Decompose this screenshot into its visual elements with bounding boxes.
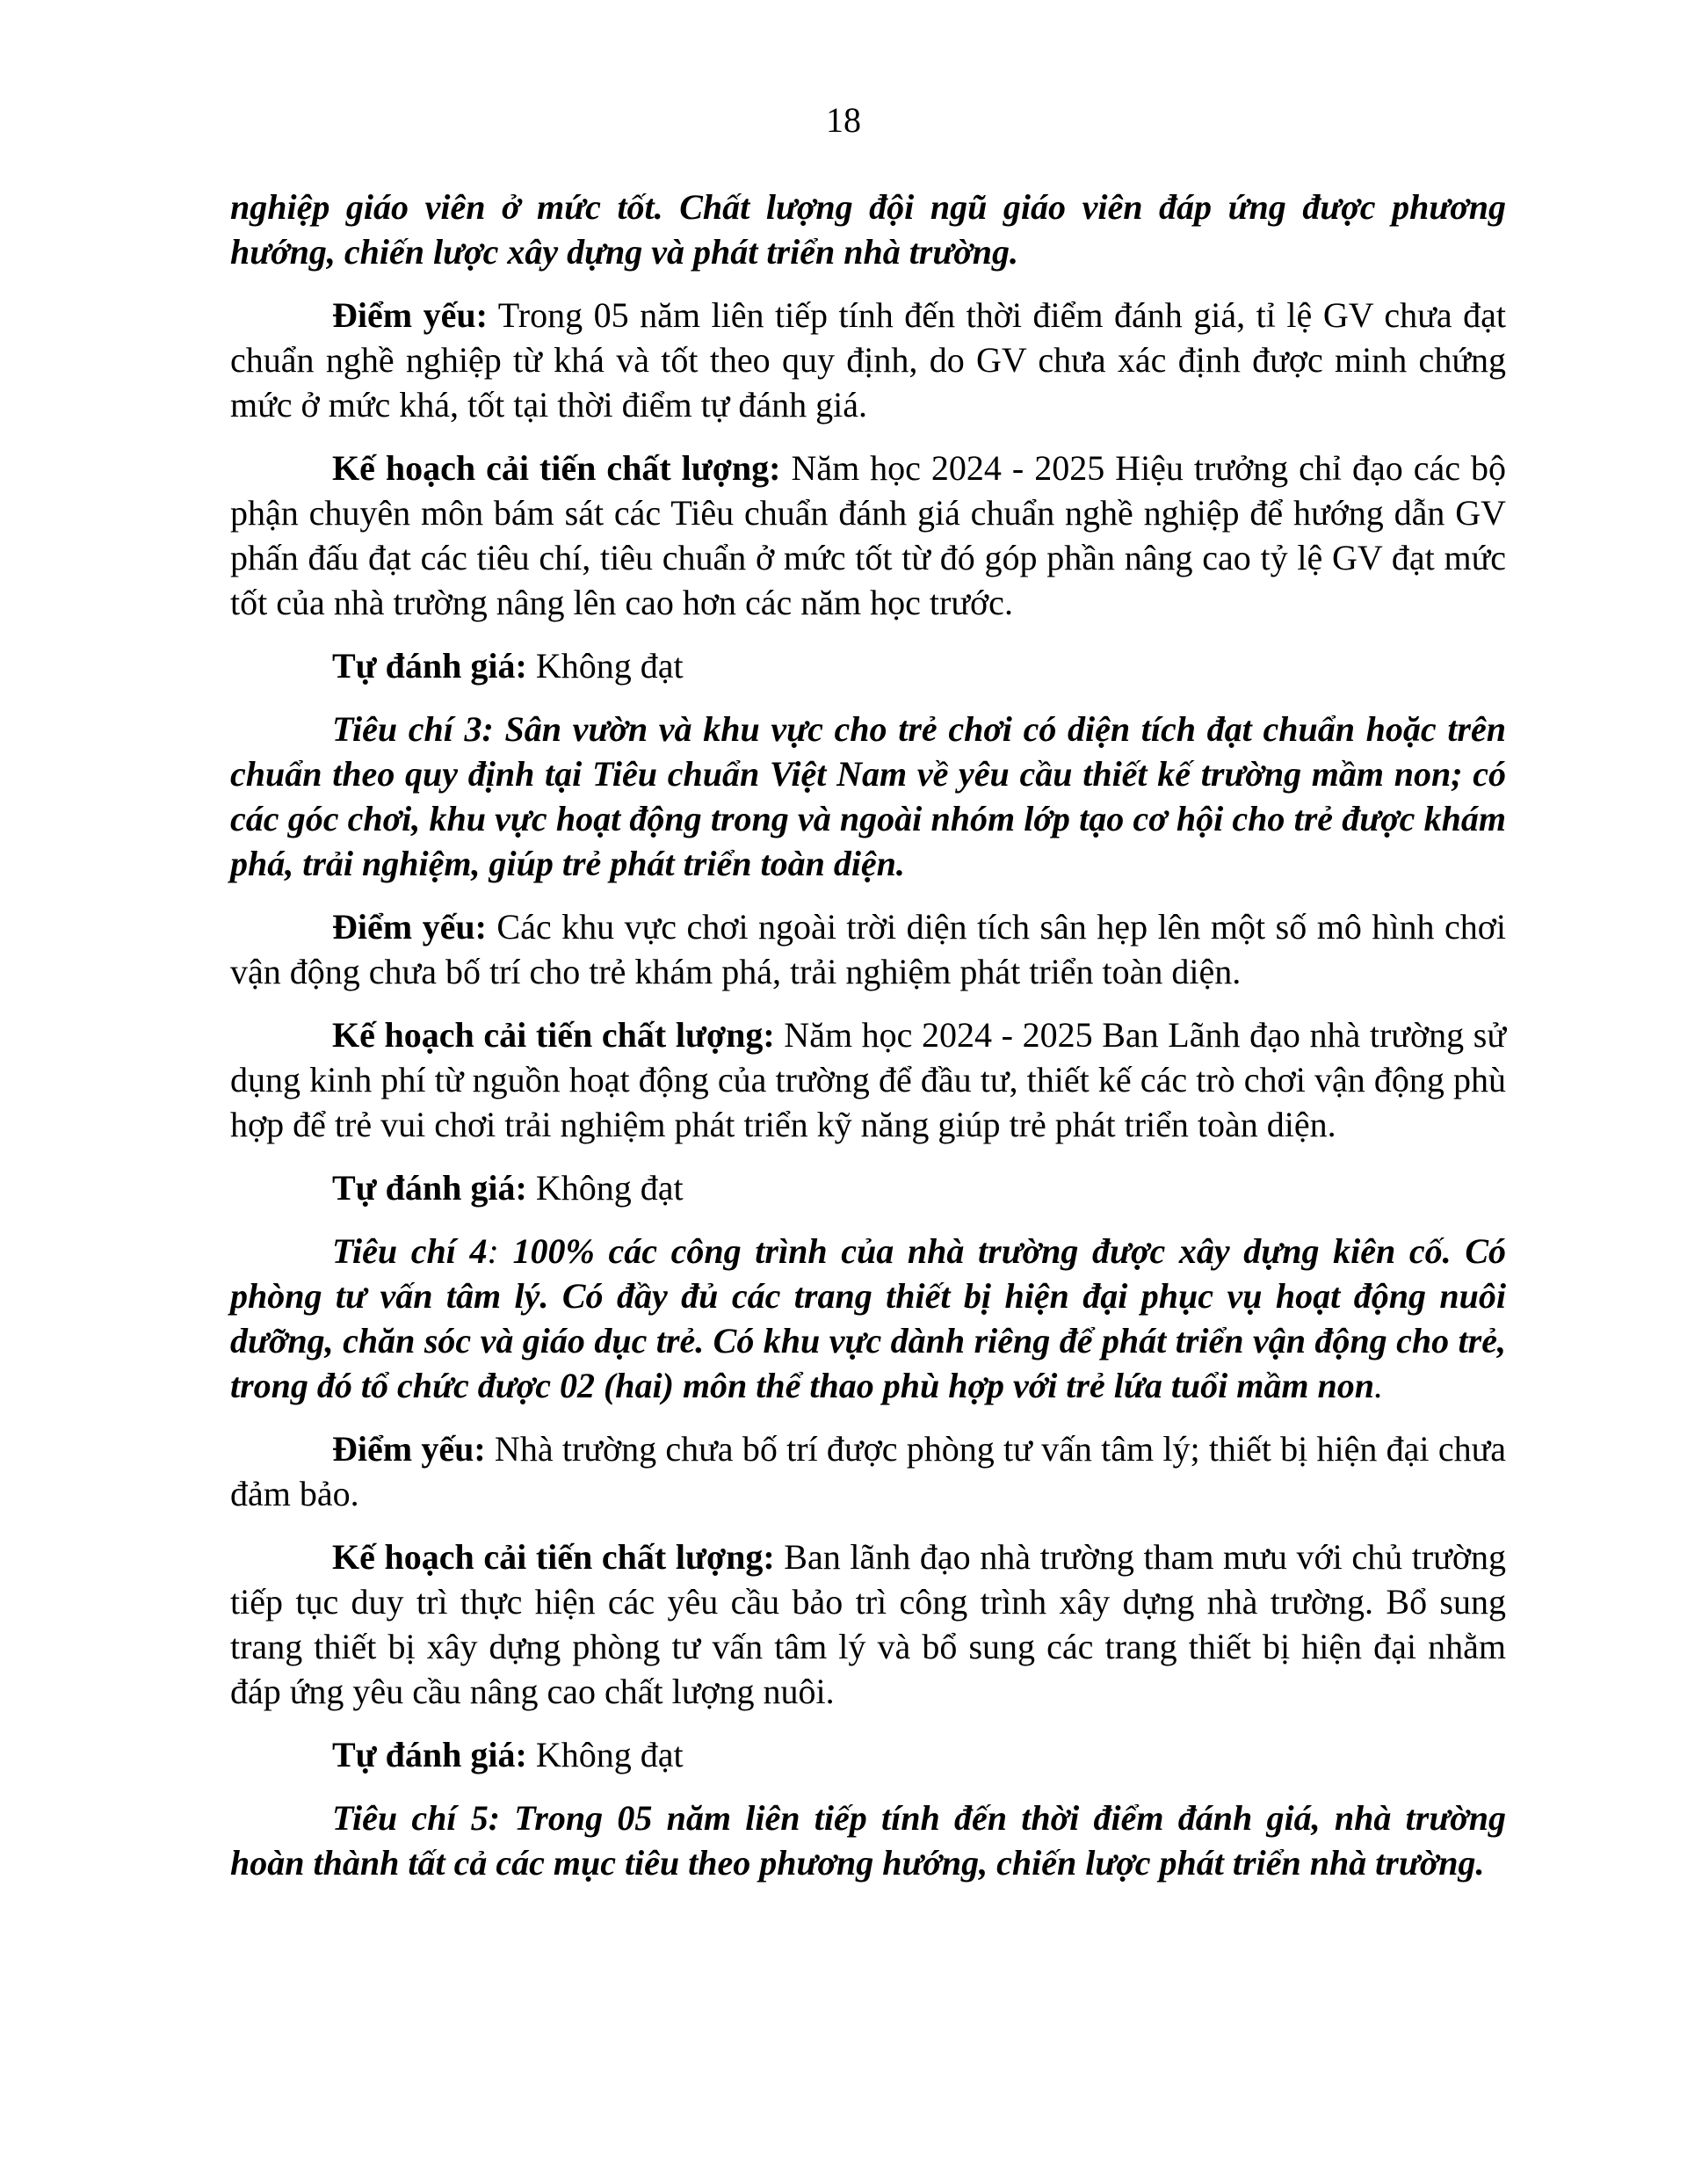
self-assessment-label: Tự đánh giá: [332, 1168, 527, 1208]
weakness-label: Điểm yếu: [332, 907, 487, 947]
paragraph-text: Tiêu chí 3: Sân vườn và khu vực cho trẻ chơi có diện tích đạt chuẩn hoặc trên chuẩn theo quy định tại Tiêu chuẩn Việt Nam về yêu cầu thiết kế trường mầm non; có các góc chơi, khu vực hoạt động trong và ngoài nhóm lớp tạo cơ hội cho trẻ được khám phá, trải nghiệm, giúp trẻ phát triển toàn diện. [230, 709, 1506, 883]
criterion-4-heading [230, 1229, 1506, 1408]
paragraph-text: Trong 05 năm liên tiếp tính đến thời điểm đánh giá, tỉ lệ GV chưa đạt chuẩn nghề nghiệp từ khá và tốt theo quy định, do GV chưa xác định được minh chứng mức ở mức khá, tốt tại thời điểm tự đánh giá. [230, 295, 1506, 424]
self-assessment-label: Tự đánh giá: [332, 646, 527, 686]
criterion-end: . [1374, 1366, 1384, 1405]
criterion-colon: : [487, 1231, 513, 1271]
paragraph-text: Tiêu chí 5: Trong 05 năm liên tiếp tính đến thời điểm đánh giá, nhà trường hoàn thành tất cả các mục tiêu theo phương hướng, chiến lược phát triển nhà trường. [230, 1798, 1506, 1883]
criterion-label: Tiêu chí 4 [332, 1231, 488, 1271]
self-assessment-label: Tự đánh giá: [332, 1735, 527, 1774]
self-assessment-value: Không đạt [526, 646, 684, 686]
paragraph-self-assessment [230, 1165, 1506, 1210]
improvement-plan-label: Kế hoạch cải tiến chất lượng: [332, 1537, 775, 1577]
paragraph-conclusion-continued [230, 185, 1506, 274]
page-number: 18 [826, 100, 861, 140]
improvement-plan-label: Kế hoạch cải tiến chất lượng: [332, 448, 781, 488]
criterion-3-heading [230, 707, 1506, 886]
weakness-label: Điểm yếu: [332, 295, 488, 335]
paragraph-improvement-plan [230, 446, 1506, 625]
paragraph-improvement-plan [230, 1535, 1506, 1714]
paragraph-self-assessment [230, 1732, 1506, 1777]
self-assessment-value: Không đạt [526, 1735, 684, 1774]
paragraph-weakness [230, 293, 1506, 427]
self-assessment-value: Không đạt [526, 1168, 684, 1208]
weakness-label: Điểm yếu: [332, 1429, 486, 1469]
document-body [230, 185, 1506, 1885]
paragraph-text: Năm học 2024 - 2025 Ban Lãnh đạo nhà trường sử dụng kinh phí từ nguồn hoạt động của trường để đầu tư, thiết kế các trò chơi vận động phù hợp để trẻ vui chơi trải nghiệm phát triển kỹ năng giúp trẻ phát triển toàn diện. [230, 1015, 1506, 1144]
paragraph-text: Nhà trường chưa bố trí được phòng tư vấn tâm lý; thiết bị hiện đại chưa đảm bảo. [230, 1429, 1507, 1513]
paragraph-improvement-plan [230, 1012, 1506, 1147]
criterion-5-heading [230, 1796, 1506, 1885]
improvement-plan-label: Kế hoạch cải tiến chất lượng: [332, 1015, 775, 1055]
paragraph-text: Ban lãnh đạo nhà trường tham mưu với chủ trường tiếp tục duy trì thực hiện các yêu cầu bảo trì công trình xây dựng nhà trường. Bổ sung trang thiết bị xây dựng phòng tư vấn tâm lý và bổ sung các trang thiết bị hiện đại nhằm đáp ứng yêu cầu nâng cao chất lượng nuôi. [230, 1537, 1506, 1711]
paragraph-weakness [230, 1426, 1506, 1516]
paragraph-self-assessment [230, 643, 1506, 688]
paragraph-text: nghiệp giáo viên ở mức tốt. Chất lượng đội ngũ giáo viên đáp ứng được phương hướng, chiến lược xây dựng và phát triển nhà trường. [230, 187, 1506, 272]
paragraph-text: 100% các công trình của nhà trường được xây dựng kiên cố. Có phòng tư vấn tâm lý. Có đầy đủ các trang thiết bị hiện đại phục vụ hoạt động nuôi dưỡng, chăn sóc và giáo dục trẻ. Có khu vực dành riêng để phát triển vận động cho trẻ, trong đó tổ chức được 02 (hai) môn thể thao phù hợp với trẻ lứa tuổi mầm non [230, 1231, 1507, 1405]
paragraph-text: Các khu vực chơi ngoài trời diện tích sân hẹp lên một số mô hình chơi vận động chưa bố trí cho trẻ khám phá, trải nghiệm phát triển toàn diện. [230, 907, 1506, 991]
paragraph-weakness [230, 904, 1506, 994]
paragraph-text: Năm học 2024 - 2025 Hiệu trưởng chỉ đạo các bộ phận chuyên môn bám sát các Tiêu chuẩn đánh giá chuẩn nghề nghiệp để hướng dẫn GV phấn đấu đạt các tiêu chí, tiêu chuẩn ở mức tốt từ đó góp phần nâng cao tỷ lệ GV đạt mức tốt của nhà trường nâng lên cao hơn các năm học trước. [230, 448, 1506, 622]
